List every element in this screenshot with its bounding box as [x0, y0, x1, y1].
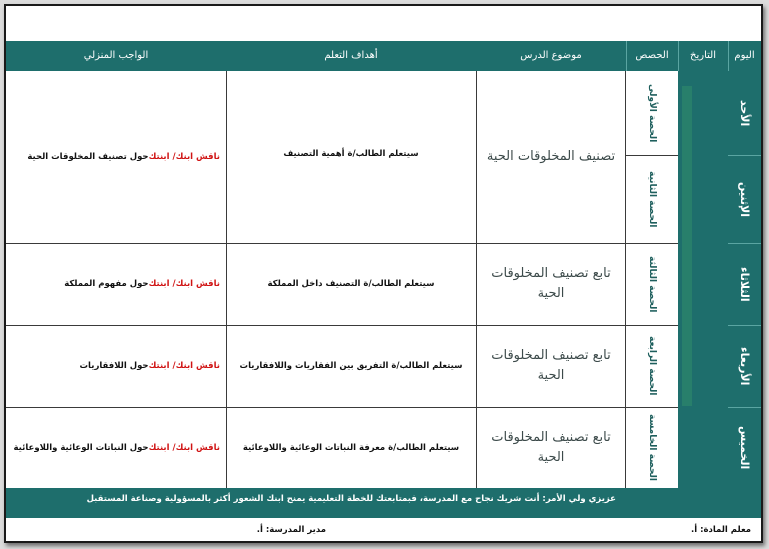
grid-line	[625, 71, 626, 488]
homework-3-text: حول اللافقاريات	[79, 361, 149, 371]
grid-line	[6, 407, 678, 408]
day-wednesday: الأربعاء	[738, 346, 751, 386]
period-3-label: الحصة الثالثة	[647, 255, 657, 313]
homework-2-highlight: ناقش ابنك/ ابنتك	[148, 279, 220, 289]
homework-1-highlight: ناقش ابنك/ ابنتك	[148, 152, 220, 162]
period-2-label: الحصة الثانية	[647, 170, 657, 228]
grid-line	[728, 407, 761, 408]
day-monday: الإثنين	[738, 181, 751, 217]
period-4	[626, 325, 678, 407]
period-1	[626, 71, 678, 155]
grid-line	[728, 41, 729, 71]
period-5-label: الحصة الخامسة	[647, 414, 657, 481]
homework-4	[6, 407, 226, 488]
grid-line	[476, 71, 477, 488]
header-lesson-topic: موضوع الدرس	[520, 50, 582, 61]
objective-1: سيتعلم الطالب/ة أهمية التصنيف	[283, 149, 419, 159]
header-homework: الواجب المنزلي	[83, 50, 149, 61]
grid-line	[728, 325, 761, 326]
homework-2	[6, 243, 226, 325]
period-1-label: الحصة الأولى	[647, 83, 657, 143]
homework-3	[6, 325, 226, 407]
period-2	[626, 155, 678, 243]
footer-message: عزيزي ولي الأمر: أنت شريك نجاح مع المدرسة، فبمتابعتك للخطة التعليمية يمنح ابنك الشعور أكثر بالمسؤولية وصناعة المستقبل	[86, 494, 616, 504]
header-periods: الحصص	[635, 50, 669, 61]
homework-2-text: حول مفهوم المملكة	[64, 279, 149, 289]
grid-line	[728, 155, 761, 156]
grid-line	[728, 243, 761, 244]
header-objectives: أهداف التعلم	[324, 50, 378, 61]
day-sunday: الأحد	[738, 99, 751, 127]
grid-line	[6, 325, 678, 326]
day-tuesday: الثلاثاء	[738, 266, 751, 302]
period-5	[626, 407, 678, 488]
homework-4-text: حول النباتات الوعائية واللاوعائية	[13, 442, 149, 453]
grid-line	[226, 71, 227, 488]
lesson-topic-1: تصنيف المخلوقات الحية	[486, 149, 616, 164]
teacher-signature: معلم المادة: أ.	[690, 525, 751, 535]
grid-line	[626, 155, 678, 156]
header-day: اليوم	[734, 50, 755, 61]
grid-line	[678, 41, 679, 71]
principal-signature: مدير المدرسة: أ.	[256, 525, 326, 535]
period-3	[626, 243, 678, 325]
homework-1-text: حول تصنيف المخلوقات الحية	[27, 152, 149, 162]
weekly-plan-sheet	[4, 4, 763, 543]
date-column-stripe	[682, 86, 692, 406]
grid-line	[626, 41, 627, 71]
grid-line	[6, 243, 678, 244]
day-thursday: الخميس	[738, 425, 751, 470]
lesson-topic-2: تابع تصنيف المخلوقات الحية	[491, 266, 611, 301]
objective-3: سيتعلم الطالب/ة التفريق بين الفقاريات واللافقاريات	[239, 361, 463, 371]
lesson-topic-3: تابع تصنيف المخلوقات الحية	[491, 348, 611, 383]
objective-2: سيتعلم الطالب/ة التصنيف داخل المملكة	[267, 279, 435, 289]
homework-1	[6, 71, 226, 243]
lesson-topic-4: تابع تصنيف المخلوقات الحية	[491, 429, 611, 465]
homework-4-highlight: ناقش ابنك/ ابنتك	[148, 442, 220, 453]
objective-4: سيتعلم الطالب/ة معرفة النباتات الوعائية واللاوعائية	[242, 442, 460, 453]
header-date: التاريخ	[690, 50, 716, 61]
period-4-label: الحصة الرابعة	[647, 336, 657, 396]
homework-3-highlight: ناقش ابنك/ ابنتك	[148, 361, 220, 371]
